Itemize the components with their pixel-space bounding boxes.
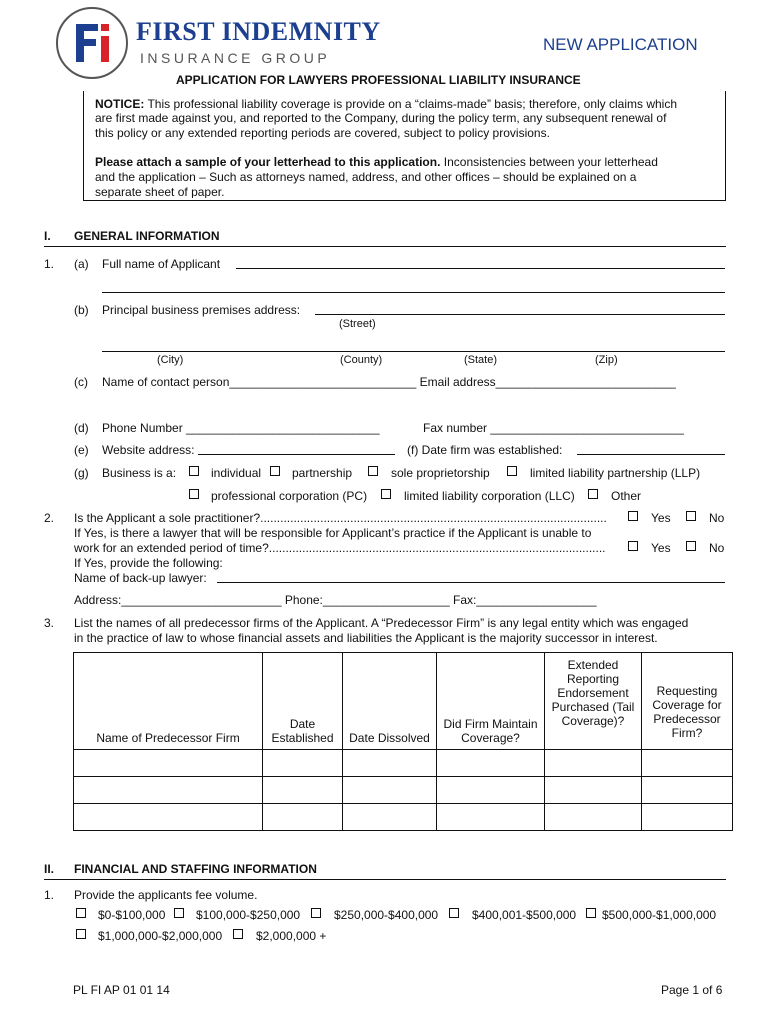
header-maintain-coverage: Did Firm Maintain Coverage?: [437, 653, 545, 750]
backup-lawyer-no-checkbox[interactable]: [686, 541, 696, 551]
notice-line-4: Please attach a sample of your letterhead to this application. Inconsistencies between your letterhead: [95, 155, 658, 169]
header-date-dissolved: Date Dissolved: [343, 653, 437, 750]
table-row: [74, 750, 733, 777]
table-cell[interactable]: [74, 777, 263, 804]
item-e-marker: (e): [74, 443, 89, 457]
notice-line-2: are first made against you, and reported to the Company, during the policy term, any subsequent renewal of: [95, 111, 667, 125]
header-date-established: Date Established: [263, 653, 343, 750]
individual-label: individual: [211, 466, 262, 480]
fee-option-checkbox[interactable]: [174, 908, 184, 918]
business-type-label: Business is a:: [102, 466, 177, 480]
other-label: Other: [611, 489, 642, 503]
applicant-name-field-2[interactable]: [102, 292, 725, 293]
fee-option-checkbox[interactable]: [76, 908, 86, 918]
applicant-name-label: Full name of Applicant: [102, 257, 221, 271]
city-county-state-zip-field[interactable]: [102, 351, 725, 352]
notice-line-1: NOTICE: This professional liability coverage is provide on a “claims-made” basis; therefore, only claims which: [95, 97, 678, 111]
phone-field[interactable]: Phone Number _____________________________: [102, 421, 380, 435]
backup-question-line-1: If Yes, is there a lawyer that will be responsible for Applicant’s practice if the Applicant is unable to: [74, 526, 592, 540]
table-cell[interactable]: [263, 750, 343, 777]
sole-practitioner-question: Is the Applicant a sole practitioner?........................................................................................................: [74, 511, 607, 525]
street-field[interactable]: [315, 314, 725, 315]
notice-line-5: and the application – Such as attorneys named, address, and other offices – should be explained on a: [95, 170, 637, 184]
pc-checkbox[interactable]: [189, 489, 199, 499]
question-3-number: 3.: [44, 616, 55, 630]
fee-option-checkbox[interactable]: [449, 908, 459, 918]
table-cell[interactable]: [343, 777, 437, 804]
sole-practitioner-yes-checkbox[interactable]: [628, 511, 638, 521]
sole-practitioner-no-label: No: [709, 511, 725, 525]
fee-option-label: $500,000-$1,000,000: [602, 908, 717, 922]
date-established-label: (f) Date firm was established:: [407, 443, 563, 457]
table-cell[interactable]: [343, 750, 437, 777]
table-cell[interactable]: [263, 777, 343, 804]
sole-practitioner-yes-label: Yes: [651, 511, 671, 525]
predecessor-question-line-2: in the practice of law to whose financial assets and liabilities the Applicant is the majority successor in interest.: [74, 631, 658, 645]
pc-label: professional corporation (PC): [211, 489, 368, 503]
street-caption: (Street): [339, 318, 376, 330]
table-cell[interactable]: [437, 750, 545, 777]
item-c-marker: (c): [74, 375, 88, 389]
backup-instructions: If Yes, provide the following:: [74, 556, 223, 570]
table-cell[interactable]: [263, 804, 343, 831]
date-established-field[interactable]: [577, 454, 725, 455]
table-cell[interactable]: [343, 804, 437, 831]
item-g-marker: (g): [74, 466, 89, 480]
website-field[interactable]: [198, 454, 395, 455]
backup-lawyer-label: Name of back-up lawyer:: [74, 571, 207, 585]
fee-option-checkbox[interactable]: [311, 908, 321, 918]
table-cell[interactable]: [437, 777, 545, 804]
backup-lawyer-field[interactable]: [217, 582, 725, 583]
website-label: Website address:: [102, 443, 195, 457]
table-cell[interactable]: [642, 804, 733, 831]
header-firm-name: Name of Predecessor Firm: [74, 653, 263, 750]
section-2-title: FINANCIAL AND STAFFING INFORMATION: [74, 862, 317, 876]
company-name: FIRST INDEMNITY: [136, 17, 381, 46]
llp-checkbox[interactable]: [507, 466, 517, 476]
table-cell[interactable]: [545, 804, 642, 831]
table-cell[interactable]: [545, 750, 642, 777]
table-cell[interactable]: [642, 750, 733, 777]
header-requesting-coverage: Requesting Coverage for Predecessor Firm?: [642, 653, 733, 750]
company-logo: [54, 6, 381, 80]
llp-label: limited liability partnership (LLP): [530, 466, 701, 480]
sole-practitioner-no-checkbox[interactable]: [686, 511, 696, 521]
other-checkbox[interactable]: [588, 489, 598, 499]
llc-checkbox[interactable]: [381, 489, 391, 499]
section-1-rule: [44, 246, 726, 247]
backup-lawyer-yes-label: Yes: [651, 541, 671, 555]
table-cell[interactable]: [74, 750, 263, 777]
table-row: [74, 804, 733, 831]
fee-option-label: $2,000,000 +: [256, 929, 327, 943]
county-caption: (County): [340, 354, 383, 366]
llc-label: limited liability corporation (LLC): [404, 489, 575, 503]
partnership-label: partnership: [292, 466, 353, 480]
fee-volume-question: Provide the applicants fee volume.: [74, 888, 258, 902]
fee-option-checkbox[interactable]: [233, 929, 243, 939]
backup-lawyer-no-label: No: [709, 541, 725, 555]
header-extended-reporting: Extended Reporting Endorsement Purchased (Tail Coverage)?: [545, 653, 642, 750]
backup-question-line-2: work for an extended period of time?.....................................................................................................: [74, 541, 606, 555]
applicant-name-field[interactable]: [236, 268, 725, 269]
zip-caption: (Zip): [595, 354, 618, 366]
notice-line-6: separate sheet of paper.: [95, 185, 225, 198]
section-1-title: GENERAL INFORMATION: [74, 229, 220, 243]
section-1-number: I.: [44, 229, 51, 243]
contact-email-fields[interactable]: Name of contact person____________________________ Email address___________________________: [102, 375, 676, 389]
table-cell[interactable]: [545, 777, 642, 804]
page-number: Page 1 of 6: [661, 983, 723, 997]
item-d-marker: (d): [74, 421, 89, 435]
table-cell[interactable]: [642, 777, 733, 804]
form-code: PL FI AP 01 01 14: [73, 983, 170, 997]
state-caption: (State): [464, 354, 498, 366]
table-cell[interactable]: [437, 804, 545, 831]
fee-option-label: $100,000-$250,000: [196, 908, 301, 922]
individual-checkbox[interactable]: [189, 466, 199, 476]
form-type-label: NEW APPLICATION: [543, 35, 698, 54]
table-row: [74, 777, 733, 804]
section-2-rule: [44, 879, 726, 880]
notice-box: [83, 91, 726, 201]
table-cell[interactable]: [74, 804, 263, 831]
fee-option-checkbox[interactable]: [586, 908, 596, 918]
logo-emblem-icon: [54, 6, 130, 80]
table-header-row: [74, 653, 733, 750]
fee-option-label: $1,000,000-$2,000,000: [98, 929, 223, 943]
section-2-question-1-number: 1.: [44, 888, 55, 902]
fee-option-checkbox[interactable]: [76, 929, 86, 939]
partnership-checkbox[interactable]: [270, 466, 280, 476]
fax-field[interactable]: Fax number _____________________________: [423, 421, 684, 435]
question-1-number: 1.: [44, 257, 55, 271]
predecessor-question-line-1: List the names of all predecessor firms of the Applicant. A “Predecessor Firm” is any legal entity which was engaged: [74, 616, 689, 630]
predecessor-firms-table: [73, 652, 733, 831]
question-2-number: 2.: [44, 511, 55, 525]
address-label: Principal business premises address:: [102, 303, 301, 317]
sole-proprietorship-checkbox[interactable]: [368, 466, 378, 476]
city-caption: (City): [157, 354, 184, 366]
backup-lawyer-yes-checkbox[interactable]: [628, 541, 638, 551]
item-b-marker: (b): [74, 303, 89, 317]
company-subtitle: INSURANCE GROUP: [140, 50, 331, 66]
sole-proprietorship-label: sole proprietorship: [391, 466, 490, 480]
document-title: APPLICATION FOR LAWYERS PROFESSIONAL LIABILITY INSURANCE: [176, 73, 581, 87]
fee-option-label: $400,001-$500,000: [472, 908, 577, 922]
section-2-number: II.: [44, 862, 55, 876]
fee-option-label: $0-$100,000: [98, 908, 166, 922]
fee-option-label: $250,000-$400,000: [334, 908, 439, 922]
backup-contact-fields[interactable]: Address:________________________ Phone:___________________ Fax:__________________: [74, 593, 597, 607]
notice-line-3: this policy or any extended reporting periods are covered, subject to policy provisions.: [95, 126, 550, 140]
item-a-marker: (a): [74, 257, 89, 271]
